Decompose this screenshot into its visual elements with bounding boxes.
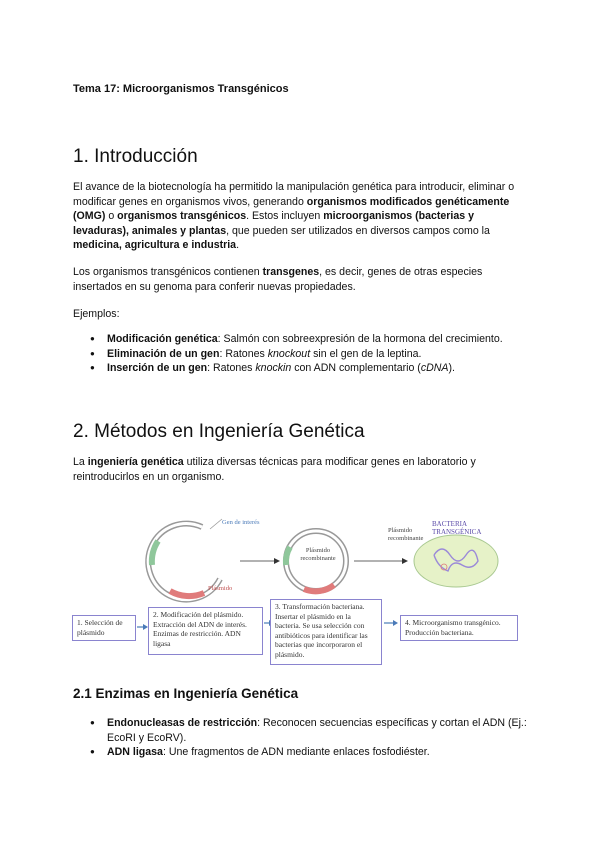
label-recombinant-plasmid-2: Plásmido recombinante: [388, 527, 424, 542]
italic-run: cDNA: [420, 362, 449, 375]
label-transgenic-bacteria: BACTERIA TRANSGÉNICA: [432, 520, 482, 536]
bacteria-icon: [414, 535, 498, 587]
text-run: utiliza diversas técnicas para modificar genes en laboratorio y reintroducirlos en un organismo.: [73, 456, 476, 483]
text-run: : Ratones: [207, 362, 256, 375]
bold-run: Endonucleasas de restricción: [107, 717, 258, 729]
bold-run: Eliminación de un gen: [107, 347, 220, 360]
examples-list: [90, 332, 530, 376]
label-gene-of-interest: Gen de interés: [222, 519, 260, 526]
list-item: [90, 361, 530, 376]
text-run: ).: [448, 362, 455, 375]
text-run: Los organismos transgénicos contienen: [73, 266, 263, 278]
step-box-1: 1. Selección de plásmido: [72, 615, 136, 641]
text-run: : Ratones: [219, 347, 268, 360]
list-item: [90, 332, 530, 347]
bold-run: transgenes: [262, 266, 320, 278]
text-run: . Estos incluyen: [246, 210, 324, 223]
list-item: [90, 716, 530, 745]
text-run: , que pueden ser utilizados en diversos campos como la: [226, 224, 490, 237]
subsection-heading-enzimas: 2.1 Enzimas en Ingeniería Genética: [73, 686, 299, 701]
text-run: o: [105, 210, 118, 223]
bold-run: organismos modificados genéticamente (OMG): [73, 195, 510, 223]
italic-run: knockout: [267, 347, 311, 360]
bold-run: organismos transgénicos: [117, 210, 247, 223]
bold-run: Modificación genética: [107, 333, 218, 345]
label-recombinant-plasmid: Plásmido recombinante: [300, 547, 336, 562]
bold-run: microorganismos (bacterias y levaduras), animales y plantas: [73, 210, 474, 237]
text-run: La: [73, 456, 88, 468]
bold-run: medicina, agricultura e industria: [73, 239, 237, 252]
label-plasmid: Plásmido: [208, 585, 233, 592]
examples-label: Ejemplos:: [73, 308, 120, 320]
text-run: .: [236, 239, 240, 252]
step-box-3: 3. Transformación bacteriana. Insertar el plásmido en la bacteria. Se usa selección con antibióticos para identificar las bacterias que incorporaron el plásmido.: [270, 599, 382, 665]
bold-run: ingeniería genética: [87, 456, 184, 468]
list-item: [90, 347, 530, 362]
text-run: : Salmón con sobreexpresión de la hormona del crecimiento.: [217, 333, 503, 345]
section-heading-introduccion: 1. Introducción: [73, 146, 198, 167]
list-item: [90, 745, 530, 760]
bold-run: Inserción de un gen: [107, 362, 208, 375]
methods-paragraph: [73, 455, 528, 484]
text-run: : Reconocen secuencias específicas y cortan el ADN (Ej.: EcoRI y EcoRV).: [107, 717, 527, 744]
topic-title: Tema 17: Microorganismos Transgénicos: [73, 83, 289, 95]
intro-paragraph-2: [73, 265, 528, 294]
italic-run: knockin: [255, 362, 292, 375]
text-run: El avance de la biotecnología ha permitido la manipulación genética para introducir, eliminar o modificar genes en organismos vivos, generando: [73, 181, 515, 208]
text-run: con ADN complementario (: [291, 362, 421, 375]
step-box-2: 2. Modificación del plásmido. Extracción del ADN de interés. Enzimas de restricción. ADN ligasa: [148, 607, 263, 655]
bold-run: ADN ligasa: [107, 746, 163, 759]
text-run: sin el gen de la leptina.: [310, 347, 422, 360]
text-run: : Une fragmentos de ADN mediante enlaces fosfodiéster.: [162, 746, 430, 759]
genetic-engineering-diagram: [72, 515, 527, 670]
step-box-4: 4. Microorganismo transgénico. Producción bacteriana.: [400, 615, 518, 641]
intro-paragraph-1: [73, 180, 528, 253]
section-heading-metodos: 2. Métodos en Ingeniería Genética: [73, 421, 365, 442]
text-run: , es decir, genes de otras especies insertados en su genoma para conferir nuevas propiedades.: [73, 266, 483, 293]
enzymes-list: [90, 716, 530, 760]
